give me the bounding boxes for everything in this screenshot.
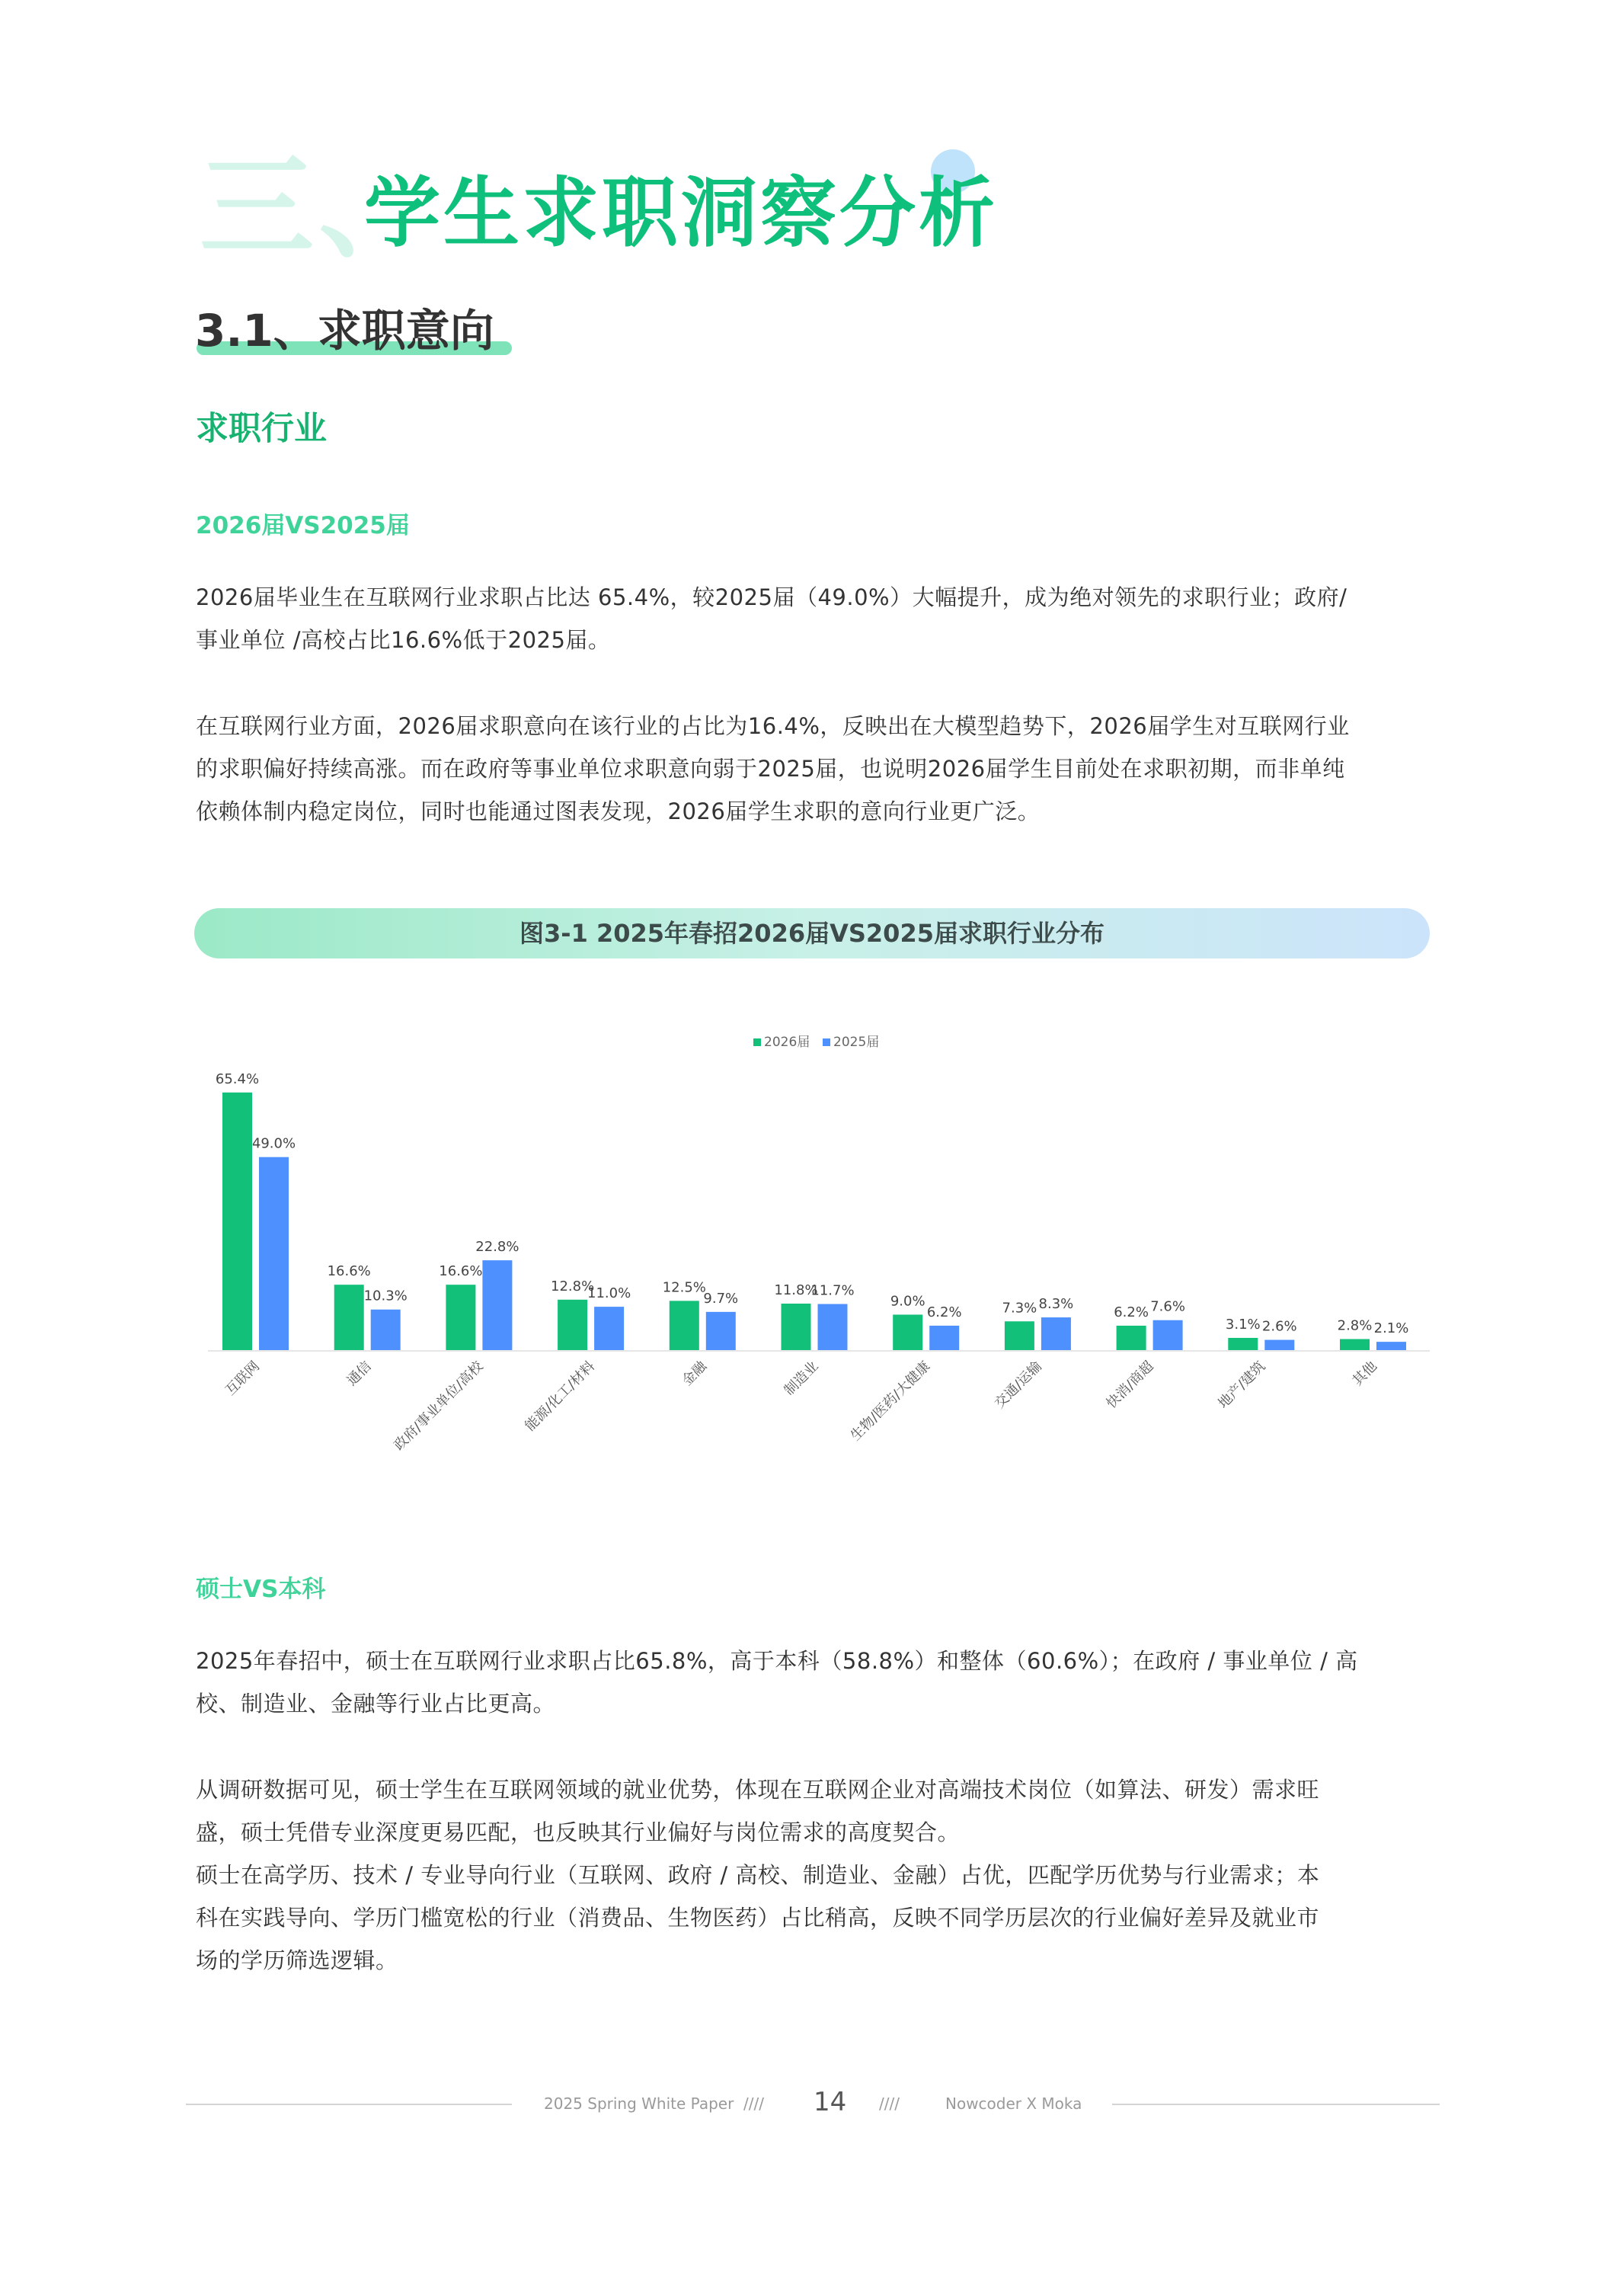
block1-paragraph-1: [196, 576, 1430, 661]
data-label: 11.7%: [810, 1282, 855, 1299]
bar-2026: [1005, 1321, 1034, 1350]
bar-2025: [818, 1304, 848, 1350]
bar-2026: [1228, 1338, 1258, 1350]
bar-2025: [929, 1326, 959, 1350]
category-label: 政府/事业单位/高校: [391, 1358, 487, 1454]
paragraph-line: 在互联网行业方面，2026届求职意向在该行业的占比为16.4%，反映出在大模型趋势下，2026届学生对互联网行业: [196, 713, 1350, 739]
chapter-title: 学生求职洞察分析: [364, 168, 998, 258]
data-label: 9.0%: [890, 1293, 925, 1310]
bar-2025: [594, 1307, 624, 1350]
data-label: 7.3%: [1002, 1300, 1037, 1317]
legend-swatch: [753, 1038, 761, 1046]
data-label: 3.1%: [1225, 1316, 1261, 1333]
data-label: 8.3%: [1038, 1296, 1074, 1313]
block1-paragraph-2: [196, 705, 1430, 833]
data-label: 2.6%: [1261, 1318, 1297, 1335]
paragraph-line: 依赖体制内稳定岗位，同时也能通过图表发现，2026届学生求职的意向行业更广泛。: [196, 798, 1041, 824]
category-label: 能源/化工/材料: [522, 1358, 599, 1435]
footer-rule-left: [186, 2104, 512, 2105]
bar-2026: [893, 1314, 922, 1350]
data-label: 65.4%: [215, 1070, 260, 1087]
bar-2026: [222, 1093, 252, 1350]
block2-paragraph-2: [196, 1768, 1430, 1982]
bar-2026: [334, 1285, 364, 1350]
category-label: 其他: [1349, 1358, 1381, 1389]
block2-heading: 硕士VS本科: [196, 1576, 326, 1603]
data-label: 12.5%: [662, 1279, 706, 1296]
data-label: 11.8%: [774, 1282, 818, 1298]
data-label: 7.6%: [1150, 1298, 1185, 1315]
bar-2026: [558, 1300, 587, 1350]
data-label: 16.6%: [439, 1263, 483, 1280]
figure-caption-banner: [194, 908, 1430, 958]
bar-2025: [259, 1157, 289, 1350]
data-label: 9.7%: [703, 1290, 739, 1307]
category-label: 金融: [679, 1358, 710, 1389]
paragraph-line: 校、制造业、金融等行业占比更高。: [196, 1691, 556, 1717]
footer-separator-right: ////: [879, 2094, 900, 2113]
category-label: 制造业: [781, 1358, 822, 1399]
bar-2025: [1041, 1317, 1071, 1350]
section-title: 3.1、求职意向: [195, 305, 494, 357]
data-label: 2.1%: [1373, 1320, 1409, 1337]
paragraph-line: 场的学历筛选逻辑。: [196, 1947, 398, 1973]
paragraph-line: 科在实践导向、学历门槛宽松的行业（消费品、生物医药）占比稍高，反映不同学历层次的行业偏好差异及就业市: [196, 1905, 1320, 1931]
bar-2026: [446, 1285, 475, 1350]
paragraph-line: 硕士在高学历、技术 / 专业导向行业（互联网、政府 / 高校、制造业、金融）占优，匹配学历优势与行业需求；本: [196, 1862, 1320, 1888]
paragraph-line: 从调研数据可见，硕士学生在互联网领域的就业优势，体现在互联网企业对高端技术岗位（如算法、研发）需求旺: [196, 1777, 1320, 1803]
bar-2025: [371, 1310, 401, 1350]
figure-caption: 图3-1 2025年春招2026届VS2025届求职行业分布: [519, 919, 1105, 948]
bar-2026: [1340, 1339, 1370, 1350]
data-label: 16.6%: [327, 1263, 371, 1280]
data-label: 22.8%: [475, 1239, 519, 1256]
footer-rule-right: [1112, 2104, 1440, 2105]
data-label: 49.0%: [251, 1135, 296, 1152]
chapter-number: 三、: [200, 142, 438, 274]
legend-label: 2026届: [764, 1035, 810, 1050]
paragraph-line: 盛，硕士凭借专业深度更易匹配，也反映其行业偏好与岗位需求的高度契合。: [196, 1819, 961, 1845]
footer-right-text: Nowcoder X Moka: [945, 2094, 1082, 2113]
bar-2025: [1264, 1340, 1294, 1350]
data-label: 10.3%: [363, 1288, 408, 1304]
legend-swatch: [823, 1038, 830, 1046]
data-label: 6.2%: [1114, 1304, 1149, 1320]
bar-2025: [482, 1260, 512, 1350]
page-number: 14: [814, 2087, 847, 2117]
data-label: 12.8%: [551, 1278, 595, 1294]
bar-2025: [706, 1312, 736, 1350]
paragraph-line: 2025年春招中，硕士在互联网行业求职占比65.8%，高于本科（58.8%）和整体（60.6%）；在政府 / 事业单位 / 高: [196, 1648, 1358, 1674]
subsection-title: 求职行业: [196, 410, 327, 448]
bar-2026: [1117, 1326, 1146, 1350]
block1-heading: 2026届VS2025届: [196, 512, 410, 539]
bar-2026: [670, 1301, 699, 1350]
paragraph-line: 2026届毕业生在互联网行业求职占比达 65.4%，较2025届（49.0%）大幅提升，成为绝对领先的求职行业；政府/: [196, 584, 1347, 610]
footer-separator-left: ////: [743, 2094, 764, 2113]
category-label: 生物/医药/大健康: [847, 1358, 934, 1445]
data-label: 11.0%: [587, 1285, 631, 1302]
bar-2025: [1153, 1320, 1183, 1350]
category-label: 地产/建筑: [1215, 1358, 1269, 1412]
category-label: 交通/运输: [991, 1358, 1045, 1412]
bar-2025: [1376, 1342, 1406, 1350]
data-label: 6.2%: [926, 1304, 962, 1320]
category-label: 通信: [344, 1358, 375, 1389]
footer-left-text: 2025 Spring White Paper: [544, 2094, 734, 2113]
paragraph-line: 的求职偏好持续高涨。而在政府等事业单位求职意向弱于2025届，也说明2026届学生目前处在求职初期，而非单纯: [196, 756, 1345, 782]
bar-2026: [782, 1304, 811, 1350]
paragraph-line: 事业单位 /高校占比16.6%低于2025届。: [196, 627, 611, 653]
block2-paragraph-1: [196, 1640, 1430, 1725]
legend-label: 2025届: [833, 1035, 880, 1050]
category-label: 互联网: [222, 1358, 264, 1399]
category-label: 快消/商超: [1103, 1358, 1157, 1412]
data-label: 2.8%: [1337, 1317, 1373, 1334]
